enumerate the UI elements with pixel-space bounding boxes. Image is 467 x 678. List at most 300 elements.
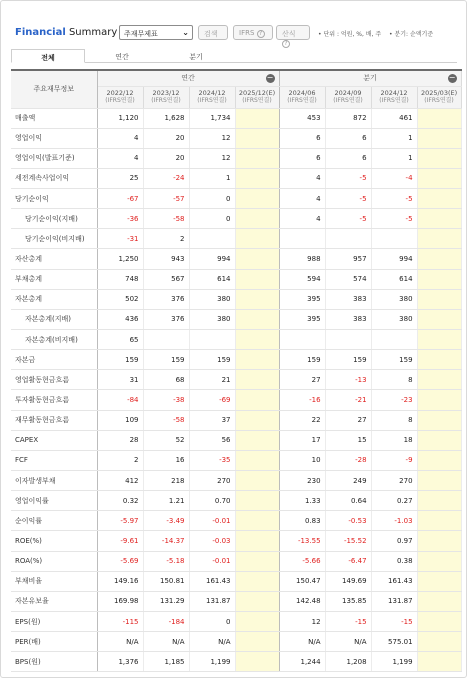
column-header: 2024/09 (IFRS연결) xyxy=(325,86,371,108)
row-label: BPS(원) xyxy=(11,652,97,672)
table-cell: 0.32 xyxy=(97,491,143,511)
tab-all[interactable]: 전체 xyxy=(11,49,85,63)
row-label: 매출액 xyxy=(11,108,97,128)
table-cell: 988 xyxy=(279,249,325,269)
table-cell xyxy=(235,531,279,551)
table-cell: 1,628 xyxy=(143,108,189,128)
table-cell: 18 xyxy=(371,430,417,450)
table-cell: 1,199 xyxy=(371,652,417,672)
table-cell: 1 xyxy=(189,168,235,188)
table-row xyxy=(11,471,461,491)
table-cell: 270 xyxy=(189,471,235,491)
tab-quarterly[interactable]: 분기 xyxy=(189,53,203,61)
table-cell xyxy=(417,632,461,652)
table-row xyxy=(11,148,461,168)
table-cell: -0.53 xyxy=(325,511,371,531)
table-row xyxy=(11,511,461,531)
column-header: 2025/12(E) (IFRS연결) xyxy=(235,86,279,108)
table-cell: 17 xyxy=(279,430,325,450)
table-cell xyxy=(417,551,461,571)
table-cell xyxy=(235,269,279,289)
chevron-down-icon: ⌄ xyxy=(182,28,189,37)
table-cell: 20 xyxy=(143,128,189,148)
table-cell: 16 xyxy=(143,450,189,470)
table-cell: 0.64 xyxy=(325,491,371,511)
table-cell xyxy=(235,350,279,370)
table-cell: 1,734 xyxy=(189,108,235,128)
column-header: 2024/12 (IFRS연결) xyxy=(189,86,235,108)
table-cell xyxy=(417,571,461,591)
table-cell xyxy=(417,612,461,632)
table-cell: 395 xyxy=(279,309,325,329)
table-cell: -5 xyxy=(325,209,371,229)
table-cell xyxy=(417,249,461,269)
table-cell: 376 xyxy=(143,309,189,329)
table-cell: -69 xyxy=(189,390,235,410)
table-cell: 161.43 xyxy=(371,571,417,591)
table-cell: 1,120 xyxy=(97,108,143,128)
table-cell xyxy=(417,410,461,430)
table-cell: 0 xyxy=(189,189,235,209)
table-cell xyxy=(371,330,417,350)
table-cell xyxy=(371,229,417,249)
table-cell: N/A xyxy=(97,632,143,652)
table-cell: 218 xyxy=(143,471,189,491)
table-row xyxy=(11,289,461,309)
table-cell: -0.01 xyxy=(189,511,235,531)
table-row xyxy=(11,168,461,188)
table-cell: 8 xyxy=(371,370,417,390)
table-cell: -13.55 xyxy=(279,531,325,551)
table-cell: 149.69 xyxy=(325,571,371,591)
table-cell: 594 xyxy=(279,269,325,289)
table-cell: 131.87 xyxy=(371,591,417,611)
table-cell: -6.47 xyxy=(325,551,371,571)
row-label: ROA(%) xyxy=(11,551,97,571)
table-cell: -84 xyxy=(97,390,143,410)
basis-note: • 분기: 순액기준 xyxy=(389,31,434,38)
table-cell xyxy=(235,632,279,652)
table-cell: 380 xyxy=(371,289,417,309)
table-cell xyxy=(417,330,461,350)
table-cell: -28 xyxy=(325,450,371,470)
table-cell: -35 xyxy=(189,450,235,470)
table-cell xyxy=(417,491,461,511)
panel-title: Financial Summary xyxy=(15,27,118,38)
table-cell xyxy=(235,148,279,168)
table-cell: 169.98 xyxy=(97,591,143,611)
table-cell: -9 xyxy=(371,450,417,470)
table-cell: -21 xyxy=(325,390,371,410)
table-cell: 383 xyxy=(325,309,371,329)
table-cell: 872 xyxy=(325,108,371,128)
table-cell: -1.03 xyxy=(371,511,417,531)
table-cell xyxy=(417,430,461,450)
table-cell: 461 xyxy=(371,108,417,128)
table-cell: 1,376 xyxy=(97,652,143,672)
column-header: 2025/03(E) (IFRS연결) xyxy=(417,86,461,108)
table-cell xyxy=(417,128,461,148)
row-label: 영업활동현금흐름 xyxy=(11,370,97,390)
table-row xyxy=(11,551,461,571)
table-cell: 159 xyxy=(279,350,325,370)
table-cell xyxy=(189,229,235,249)
table-cell: -0.01 xyxy=(189,551,235,571)
row-label: CAPEX xyxy=(11,430,97,450)
table-row xyxy=(11,269,461,289)
table-cell: 1 xyxy=(371,148,417,168)
table-cell: -115 xyxy=(97,612,143,632)
row-label: 당기순이익 xyxy=(11,189,97,209)
table-cell xyxy=(325,229,371,249)
table-cell: 159 xyxy=(325,350,371,370)
table-cell xyxy=(279,229,325,249)
table-cell: 574 xyxy=(325,269,371,289)
table-cell xyxy=(235,491,279,511)
table-cell: -67 xyxy=(97,189,143,209)
table-row xyxy=(11,410,461,430)
table-cell xyxy=(417,471,461,491)
collapse-icon[interactable]: − xyxy=(448,73,456,82)
table-cell: 37 xyxy=(189,410,235,430)
table-cell: 12 xyxy=(189,148,235,168)
table-cell: 8 xyxy=(371,410,417,430)
table-cell xyxy=(235,309,279,329)
table-row xyxy=(11,229,461,249)
table-cell: 27 xyxy=(325,410,371,430)
table-cell: 614 xyxy=(189,269,235,289)
table-cell: 380 xyxy=(189,309,235,329)
table-cell: 31 xyxy=(97,370,143,390)
table-cell: 4 xyxy=(279,168,325,188)
table-cell xyxy=(235,249,279,269)
table-cell xyxy=(417,450,461,470)
table-cell: 56 xyxy=(189,430,235,450)
table-cell xyxy=(143,330,189,350)
table-cell: 395 xyxy=(279,289,325,309)
table-row xyxy=(11,309,461,329)
table-row xyxy=(11,571,461,591)
table-cell: 159 xyxy=(371,350,417,370)
table-cell: -5 xyxy=(371,189,417,209)
table-cell: 27 xyxy=(279,370,325,390)
table-row xyxy=(11,612,461,632)
table-cell: -15 xyxy=(371,612,417,632)
table-cell: 52 xyxy=(143,430,189,450)
table-cell: 28 xyxy=(97,430,143,450)
table-cell: 567 xyxy=(143,269,189,289)
row-label: 영업이익(발표기준) xyxy=(11,148,97,168)
table-cell xyxy=(235,370,279,390)
table-cell: -4 xyxy=(371,168,417,188)
table-cell xyxy=(235,450,279,470)
table-cell: 142.48 xyxy=(279,591,325,611)
table-cell: 2 xyxy=(143,229,189,249)
quarterly-group-header: 분기 − xyxy=(279,70,461,86)
table-cell: 575.01 xyxy=(371,632,417,652)
table-cell: 230 xyxy=(279,471,325,491)
ifrs-button[interactable]: IFRS ? xyxy=(233,25,273,40)
table-cell: 131.87 xyxy=(189,591,235,611)
table-cell: 748 xyxy=(97,269,143,289)
table-cell: 4 xyxy=(97,148,143,168)
table-cell: -15 xyxy=(325,612,371,632)
table-cell: 12 xyxy=(189,128,235,148)
column-header: 2023/12 (IFRS연결) xyxy=(143,86,189,108)
table-cell xyxy=(235,471,279,491)
table-cell xyxy=(235,591,279,611)
formula-button[interactable]: 산식 ? xyxy=(276,25,310,40)
table-row xyxy=(11,390,461,410)
row-label: 자산총계 xyxy=(11,249,97,269)
table-cell: 1,185 xyxy=(143,652,189,672)
table-cell: -0.03 xyxy=(189,531,235,551)
search-button[interactable]: 검색 xyxy=(198,25,228,40)
table-cell xyxy=(235,168,279,188)
table-cell: 159 xyxy=(189,350,235,370)
table-cell xyxy=(235,289,279,309)
table-cell: 943 xyxy=(143,249,189,269)
table-cell: -5 xyxy=(371,209,417,229)
table-cell: -13 xyxy=(325,370,371,390)
row-label: ROE(%) xyxy=(11,531,97,551)
table-cell: 25 xyxy=(97,168,143,188)
table-cell: 1,208 xyxy=(325,652,371,672)
statement-type-value: 주재무제표 xyxy=(124,30,158,38)
table-cell: 150.81 xyxy=(143,571,189,591)
table-cell xyxy=(235,390,279,410)
period-tabs xyxy=(11,49,457,63)
row-label: 투자활동현금흐름 xyxy=(11,390,97,410)
table-cell: 383 xyxy=(325,289,371,309)
table-cell: -31 xyxy=(97,229,143,249)
table-cell: -38 xyxy=(143,390,189,410)
help-icon[interactable]: ? xyxy=(257,30,265,38)
table-cell xyxy=(417,309,461,329)
table-cell: 4 xyxy=(97,128,143,148)
table-cell: 4 xyxy=(279,189,325,209)
table-cell: 957 xyxy=(325,249,371,269)
table-cell: 0 xyxy=(189,612,235,632)
table-cell: 65 xyxy=(97,330,143,350)
table-cell: 131.29 xyxy=(143,591,189,611)
row-label: 영업이익률 xyxy=(11,491,97,511)
table-cell: 6 xyxy=(279,128,325,148)
row-label: 자본총계 xyxy=(11,289,97,309)
table-cell: -58 xyxy=(143,209,189,229)
row-label: EPS(원) xyxy=(11,612,97,632)
column-header: 2024/12 (IFRS연결) xyxy=(371,86,417,108)
table-cell xyxy=(325,330,371,350)
table-row xyxy=(11,249,461,269)
collapse-icon[interactable]: − xyxy=(266,73,274,82)
table-cell xyxy=(417,189,461,209)
table-cell: 159 xyxy=(97,350,143,370)
table-cell: 0.38 xyxy=(371,551,417,571)
row-label: PER(배) xyxy=(11,632,97,652)
table-cell: 502 xyxy=(97,289,143,309)
table-cell: 6 xyxy=(325,128,371,148)
row-label: FCF xyxy=(11,450,97,470)
table-cell: 1.21 xyxy=(143,491,189,511)
table-cell: 2 xyxy=(97,450,143,470)
table-cell xyxy=(235,430,279,450)
table-cell: 0.97 xyxy=(371,531,417,551)
table-cell xyxy=(417,108,461,128)
table-cell: 1 xyxy=(371,128,417,148)
table-cell: -5.97 xyxy=(97,511,143,531)
row-label: 당기순이익(지배) xyxy=(11,209,97,229)
table-cell: 68 xyxy=(143,370,189,390)
tab-annual[interactable]: 연간 xyxy=(115,53,129,61)
table-cell xyxy=(235,571,279,591)
table-cell: -15.52 xyxy=(325,531,371,551)
table-cell: 453 xyxy=(279,108,325,128)
table-cell xyxy=(279,330,325,350)
table-row xyxy=(11,430,461,450)
table-cell: 0.27 xyxy=(371,491,417,511)
unit-note: • 단위 : 억원, %, 배, 주 xyxy=(318,31,382,38)
table-cell: 376 xyxy=(143,289,189,309)
table-cell xyxy=(189,330,235,350)
table-cell: 380 xyxy=(371,309,417,329)
table-row xyxy=(11,108,461,128)
table-cell: 0.83 xyxy=(279,511,325,531)
row-label: 순이익률 xyxy=(11,511,97,531)
table-cell xyxy=(235,330,279,350)
table-row xyxy=(11,370,461,390)
financial-table xyxy=(11,69,462,672)
table-cell: -5.18 xyxy=(143,551,189,571)
table-cell: -5.66 xyxy=(279,551,325,571)
row-label: 부채총계 xyxy=(11,269,97,289)
table-cell xyxy=(417,269,461,289)
row-label: 자본총계(지배) xyxy=(11,309,97,329)
table-cell: N/A xyxy=(143,632,189,652)
table-cell: 412 xyxy=(97,471,143,491)
table-cell xyxy=(417,390,461,410)
table-cell: 10 xyxy=(279,450,325,470)
table-cell: 6 xyxy=(325,148,371,168)
table-row xyxy=(11,591,461,611)
table-cell xyxy=(235,128,279,148)
row-label: 자본금 xyxy=(11,350,97,370)
table-cell: -23 xyxy=(371,390,417,410)
table-cell xyxy=(417,370,461,390)
table-cell xyxy=(417,350,461,370)
table-cell: 135.85 xyxy=(325,591,371,611)
table-cell: 994 xyxy=(189,249,235,269)
table-cell: 0.70 xyxy=(189,491,235,511)
table-cell: 109 xyxy=(97,410,143,430)
table-row xyxy=(11,350,461,370)
table-cell: 159 xyxy=(143,350,189,370)
table-cell: -16 xyxy=(279,390,325,410)
table-row xyxy=(11,450,461,470)
row-label: 재무활동현금흐름 xyxy=(11,410,97,430)
table-cell xyxy=(235,551,279,571)
table-cell xyxy=(417,209,461,229)
row-label: 이자발생부채 xyxy=(11,471,97,491)
table-cell xyxy=(235,511,279,531)
table-row xyxy=(11,209,461,229)
table-cell xyxy=(417,531,461,551)
row-label: 부채비율 xyxy=(11,571,97,591)
table-cell: 22 xyxy=(279,410,325,430)
table-cell: 249 xyxy=(325,471,371,491)
table-row xyxy=(11,652,461,672)
table-cell: 436 xyxy=(97,309,143,329)
table-cell: 1,250 xyxy=(97,249,143,269)
row-label: 당기순이익(비지배) xyxy=(11,229,97,249)
table-cell: -9.61 xyxy=(97,531,143,551)
row-label: 자본유보율 xyxy=(11,591,97,611)
table-cell xyxy=(417,652,461,672)
statement-type-select[interactable] xyxy=(119,25,193,40)
table-cell: 6 xyxy=(279,148,325,168)
table-row xyxy=(11,632,461,652)
table-cell xyxy=(417,511,461,531)
table-cell: -24 xyxy=(143,168,189,188)
table-cell: -57 xyxy=(143,189,189,209)
help-icon[interactable]: ? xyxy=(282,40,290,48)
table-cell xyxy=(417,148,461,168)
table-cell: -36 xyxy=(97,209,143,229)
table-cell: 150.47 xyxy=(279,571,325,591)
table-cell: -184 xyxy=(143,612,189,632)
table-cell: -14.37 xyxy=(143,531,189,551)
table-cell: N/A xyxy=(279,632,325,652)
table-cell xyxy=(417,289,461,309)
table-cell: -5 xyxy=(325,168,371,188)
table-cell xyxy=(235,229,279,249)
annual-group-header: 연간 − xyxy=(97,70,279,86)
table-cell: 21 xyxy=(189,370,235,390)
table-row xyxy=(11,491,461,511)
table-cell: -5 xyxy=(325,189,371,209)
table-cell: 0 xyxy=(189,209,235,229)
table-cell: 161.43 xyxy=(189,571,235,591)
table-cell: -58 xyxy=(143,410,189,430)
table-cell: -3.49 xyxy=(143,511,189,531)
table-cell xyxy=(235,108,279,128)
table-cell: N/A xyxy=(189,632,235,652)
table-cell: 1.33 xyxy=(279,491,325,511)
table-cell: 994 xyxy=(371,249,417,269)
column-header: 2022/12 (IFRS연결) xyxy=(97,86,143,108)
table-cell: 12 xyxy=(279,612,325,632)
table-row xyxy=(11,189,461,209)
table-row xyxy=(11,531,461,551)
column-header: 2024/06 (IFRS연결) xyxy=(279,86,325,108)
table-row xyxy=(11,128,461,148)
table-cell xyxy=(417,229,461,249)
table-cell xyxy=(417,591,461,611)
table-cell: 1,244 xyxy=(279,652,325,672)
toolbar xyxy=(11,25,459,47)
row-label: 세전계속사업이익 xyxy=(11,168,97,188)
table-cell: 15 xyxy=(325,430,371,450)
table-cell: 614 xyxy=(371,269,417,289)
table-cell: 4 xyxy=(279,209,325,229)
table-cell: 270 xyxy=(371,471,417,491)
table-cell xyxy=(235,189,279,209)
table-cell: 149.16 xyxy=(97,571,143,591)
table-cell xyxy=(235,612,279,632)
row-label: 자본총계(비지배) xyxy=(11,330,97,350)
table-corner-header: 주요재무정보 xyxy=(11,70,97,108)
table-cell: 380 xyxy=(189,289,235,309)
